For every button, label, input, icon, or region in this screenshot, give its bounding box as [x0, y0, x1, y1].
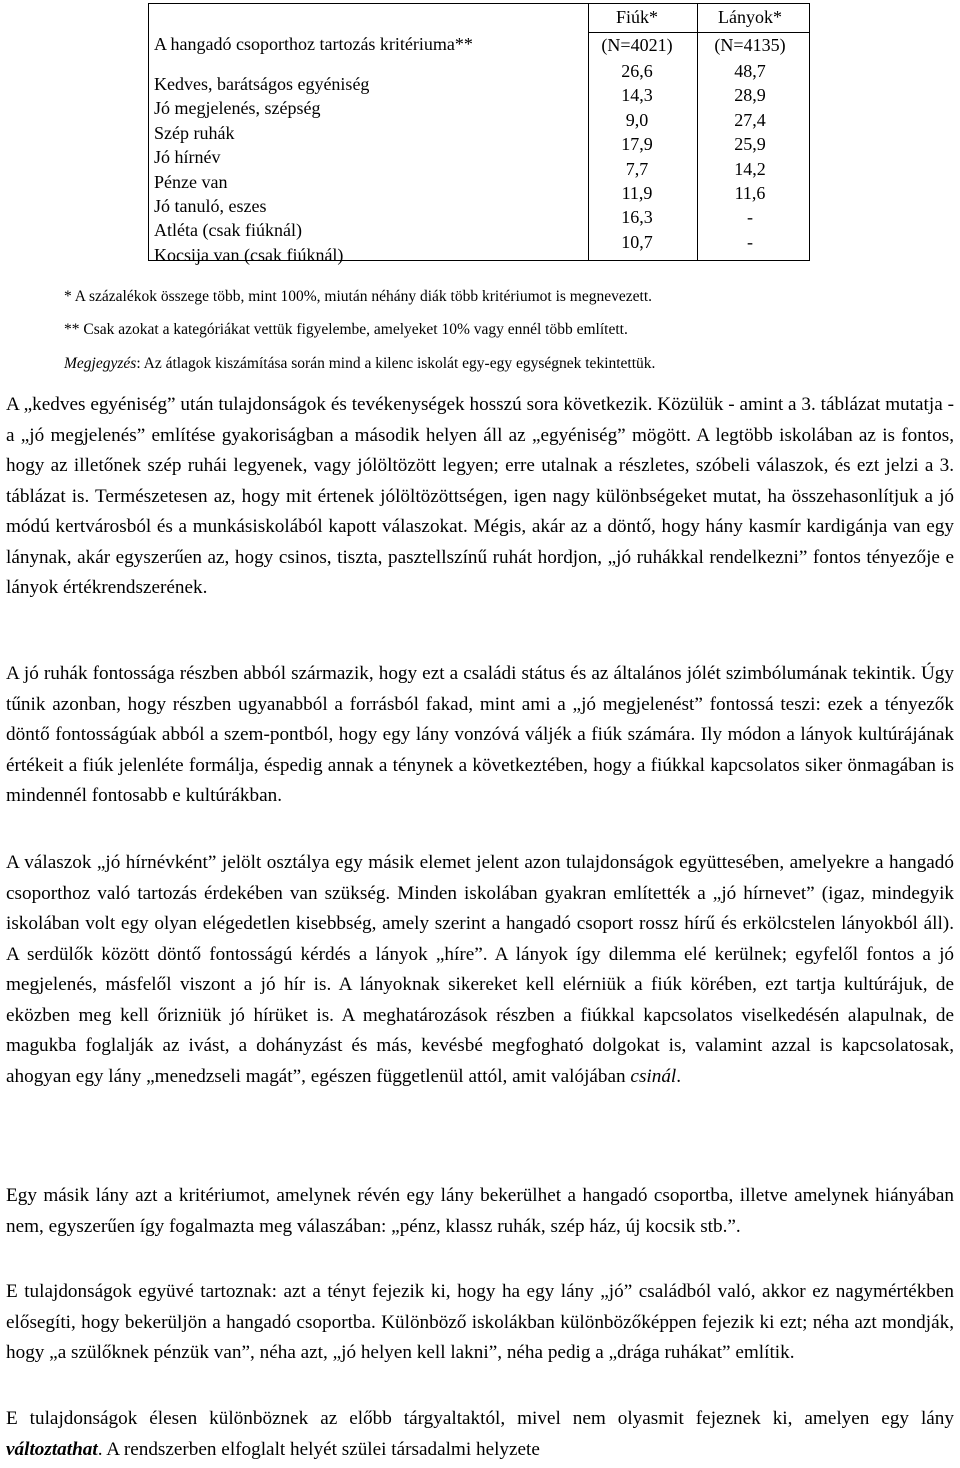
criteria-list: [154, 72, 369, 267]
criterion-row: Jó hírnév: [154, 147, 221, 168]
paragraph-4-text: Egy másik lány azt a kritériumot, amelynek révén egy lány bekerülhet a hangadó csoportba, illetve amelynek hiányában nem, egyszerűen így fogalmazta meg válaszában: „pénz, klassz ruhák, szép ház, új kocsik stb.”.: [6, 1185, 954, 1237]
paragraph-3-end: .: [676, 1065, 682, 1087]
paragraph-3-text: [6, 848, 954, 1092]
paragraph-6-text: [6, 1404, 954, 1465]
boys-value: 17,9: [621, 134, 653, 155]
girls-value: -: [747, 207, 753, 228]
criterion-row: Kedves, barátságos egyéniség: [154, 74, 370, 94]
table-note-threshold: ** Csak azokat a kategóriákat vettük figyelembe, amelyeket 10% vagy ennél több említett.: [64, 321, 628, 338]
paragraph-2: [6, 659, 954, 812]
boys-sample-size: (N=4021): [601, 35, 673, 55]
remark-text: : Az átlagok kiszámítása során mind a kilenc iskolát egy-egy egységnek tekintettük.: [136, 355, 656, 372]
criteria-table: [148, 3, 810, 265]
criterion-row: Szép ruhák: [154, 122, 235, 143]
paragraph-3: [6, 848, 954, 1092]
paragraph-6-body: E tulajdonságok élesen különböznek az előbb tárgyaltaktól, mivel nem olyasmit fejeznek ki, amelyen egy lány: [6, 1408, 954, 1429]
table-note-remark: [64, 355, 655, 373]
paragraph-5-text: E tulajdonságok együvé tartoznak: azt a tényt fejezik ki, hogy ha egy lány „jó” családból való, akkor ez nagymértékben elősegíti, hogy bekerüljön a hangadó csoportba. Különböző iskolákban különbözőképpen fejezik ki ezt; néha azt mondják, hogy „a szülőknek pénzük van”, néha azt, „jó helyen kell lakni”, néha pedig a „drága ruhákat” említik.: [6, 1281, 954, 1363]
boys-value: 10,7: [621, 231, 653, 252]
paragraph-6-emphasis: változtathat: [6, 1438, 98, 1460]
paragraph-1-text: A „kedves egyéniség” után tulajdonságok és tevékenységek hosszú sora következik. Közülük - amint a 3. táblázat mutatja - a „jó megjelenés” említése gyakoriságban a második helyen áll az „egyéniség” mögött. A legtöbb iskolában az is fontos, hogy az illetőnek szép ruhái legyenek, vagy jólöltözött legyen; erre utalnak a részletes, szóbeli válaszok, és ezt jelzi a 3. táblázat is. Természetesen az, hogy mit értenek jólöltözöttségen, igen nagy különbségeket mutat, ha összehasonlítjuk a jó módú kertvárosból és a munkásiskolából kapott válaszokat. Mégis, akár az a döntő, hogy hány kasmír kardigánja van egy lánynak, akár egyszerűen az, hogy csinos, tiszta, pasztellszínű ruhát hordjon, „jó ruhákkal rendelkezni” fontos tényezője e lányok értékrendszerének.: [6, 394, 954, 598]
criteria-header: A hangadó csoporthoz tartozás kritériuma**: [154, 34, 473, 54]
remark-label: Megjegyzés: [64, 355, 137, 372]
boys-value: 11,9: [621, 183, 653, 204]
paragraph-6: [6, 1404, 954, 1465]
boys-values: [582, 59, 692, 254]
criterion-row: Jó tanuló, eszes: [154, 196, 267, 217]
girls-values: [695, 59, 805, 254]
boys-value: 14,3: [621, 85, 653, 106]
criterion-row: Atléta (csak fiúknál): [154, 220, 302, 241]
paragraph-3-emphasis: csinál: [630, 1065, 677, 1087]
girls-sample-size: (N=4135): [714, 35, 786, 55]
paragraph-2-text: A jó ruhák fontossága részben abból származik, hogy ezt a családi státus és az általános jólét szimbólumának tekintik. Úgy tűnik azonban, hogy részben ugyanabból a forrásból fakad, mint ami a „jó megjelenést” fontossá teszi: ezek a tényezők döntő fontosságúak abból a szem-pontból, hogy egy lány vonzóvá váljék a fiúk számára. Ily módon a lányok kultúrájának értékeit a fiúk jelenléte formálja, éspedig annak a ténynek a következtében, hogy a fiúkkal kapcsolatos siker önmagában is mindennél fontosabb e kultúrákban.: [6, 663, 954, 806]
paragraph-1: [6, 390, 954, 604]
boys-value: 7,7: [625, 158, 649, 179]
boys-header: Fiúk*: [615, 7, 658, 27]
criterion-row: Kocsija van (csak fiúknál): [154, 244, 344, 265]
girls-value: 27,4: [734, 109, 766, 130]
paragraph-4: [6, 1181, 954, 1242]
girls-value: 11,6: [734, 183, 766, 204]
girls-value: 28,9: [734, 85, 766, 106]
table-note-percent: * A százalékok összege több, mint 100%, miután néhány diák több kritériumot is megnevezett.: [64, 288, 653, 305]
girls-value: 25,9: [734, 134, 766, 155]
boys-value: 16,3: [621, 207, 653, 228]
girls-value: -: [747, 231, 753, 252]
criterion-row: Pénze van: [154, 171, 228, 192]
boys-value: 26,6: [621, 61, 653, 81]
criterion-row: Jó megjelenés, szépség: [154, 98, 321, 119]
paragraph-6-end: . A rendszerben elfoglalt helyét szülei társadalmi helyzete: [97, 1438, 540, 1460]
boys-value: 9,0: [625, 109, 649, 130]
girls-value: 48,7: [734, 61, 766, 81]
girls-value: 14,2: [734, 158, 766, 179]
girls-header: Lányok*: [718, 7, 782, 27]
paragraph-3-body: A válaszok „jó hírnévként” jelölt osztálya egy másik elemet jelent azon tulajdonságok együttesében, amelyekre a hangadó csoporthoz való tartozás érdekében van szükség. Minden iskolában gyakran említették a „jó hírnevet” (igaz, mindegyik iskolában volt egy olyan elégedetlen kisebbség, amely szerint a hangadó csoport rossz hírű és erkölcstelen lányokból áll). A serdülők között döntő fontosságú kérdés a lányok „híre”. A lányok így dilemma elé kerülnek; egyfelől fontos a jó megjelenés, másfelől viszont a jó hír is. A lányoknak sikereket kell elérniük a fiúk körében, ezt tartja kultúrájuk, de eközben meg kell őrizniük jó hírüket is. A meghatározások részben a fiúkkal kapcsolatos viselkedésén alapulnak, de magukba foglalják az ivást, a dohányzást és más, kevésbé megfogható dolgokat is, valamint azzal is kapcsolatosak, ahogyan egy lány „menedzseli magát”, egészen függetlenül attól, amit valójában: [6, 852, 954, 1087]
paragraph-5: [6, 1277, 954, 1369]
table-header-rule: [588, 32, 809, 33]
